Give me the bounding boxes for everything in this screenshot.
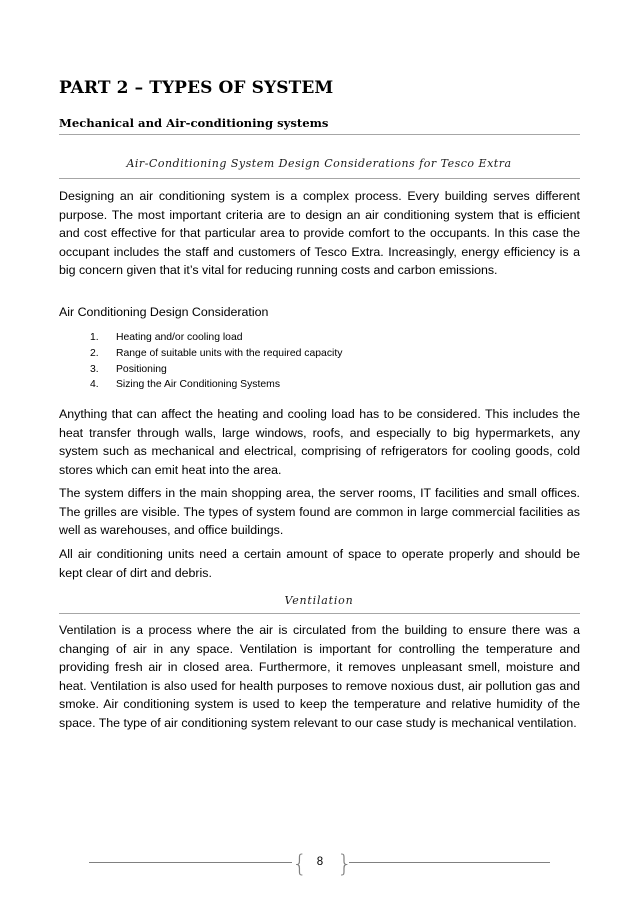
list-item: 1. Heating and/or cooling load: [90, 332, 243, 343]
subheading-ventilation: Ventilation: [284, 594, 354, 607]
paragraph-ventilation: Ventilation is a process where the air is circulated from the building to ensure there was a changing of air in any space. Ventilation is important for controlling the temperature and providing fresh air in closed area. Furthermore, it removes unpleasant smell, moisture and heat. Ventilation is also used for health purposes to remove noxious dust, air pollution gas and smoke. Air conditioning system is used to keep the temperature and relative humidity of the space. The type of air conditioning system relevant to our case study is mechanical ventilation.: [59, 623, 580, 730]
list-item: 3. Positioning: [90, 363, 167, 375]
list-item: 4. Sizing the Air Conditioning Systems: [90, 379, 281, 391]
design-consideration-label: Air Conditioning Design Consideration: [59, 305, 269, 319]
paragraph-load: Anything that can affect the heating and cooling load has to be considered. This includes the heat transfer through walls, large windows, roofs, and especially to big hypermarkets, any system such as mechanical and electrical, comprising of refrigerators for cooling goods, cold stores which can emit heat into the area.: [59, 407, 580, 477]
list-item: 2. Range of suitable units with the required capacity: [90, 347, 343, 359]
footer-rule-right: [349, 862, 550, 863]
subheading-design-considerations: Air-Conditioning System Design Considerations for Tesco Extra: [126, 157, 512, 170]
section-title: Mechanical and Air-conditioning systems: [59, 116, 329, 130]
paragraph-space: All air conditioning units need a certain amount of space to operate properly and should be kept clear of dirt and debris.: [59, 547, 580, 580]
footer-right-bracket: }: [337, 850, 353, 878]
section-rule: [59, 134, 580, 135]
ventilation-rule: [59, 613, 580, 614]
paragraph-intro: Designing an air conditioning system is a complex process. Every building serves different purpose. The most important criteria are to design an air conditioning system that is efficient and cost effective for that particular area to provide comfort to the occupants. In this case the occupant includes the staff and customers of Tesco Extra. Increasingly, energy efficiency is a big concern given that it’s vital for reducing running costs and carbon emissions.: [59, 189, 580, 277]
design-consideration-list: [90, 330, 342, 393]
paragraph-differs: The system differs in the main shopping area, the server rooms, IT facilities and small offices. The grilles are visible. The types of system found are common in large commercial facilities as well as warehouses, and office buildings.: [59, 486, 580, 537]
footer-rule-left: [89, 862, 292, 863]
part-title: PART 2 – TYPES OF SYSTEM: [59, 78, 334, 98]
subheading-rule: [59, 178, 580, 179]
page-number: 8: [316, 856, 324, 868]
footer-left-bracket: {: [292, 850, 308, 878]
